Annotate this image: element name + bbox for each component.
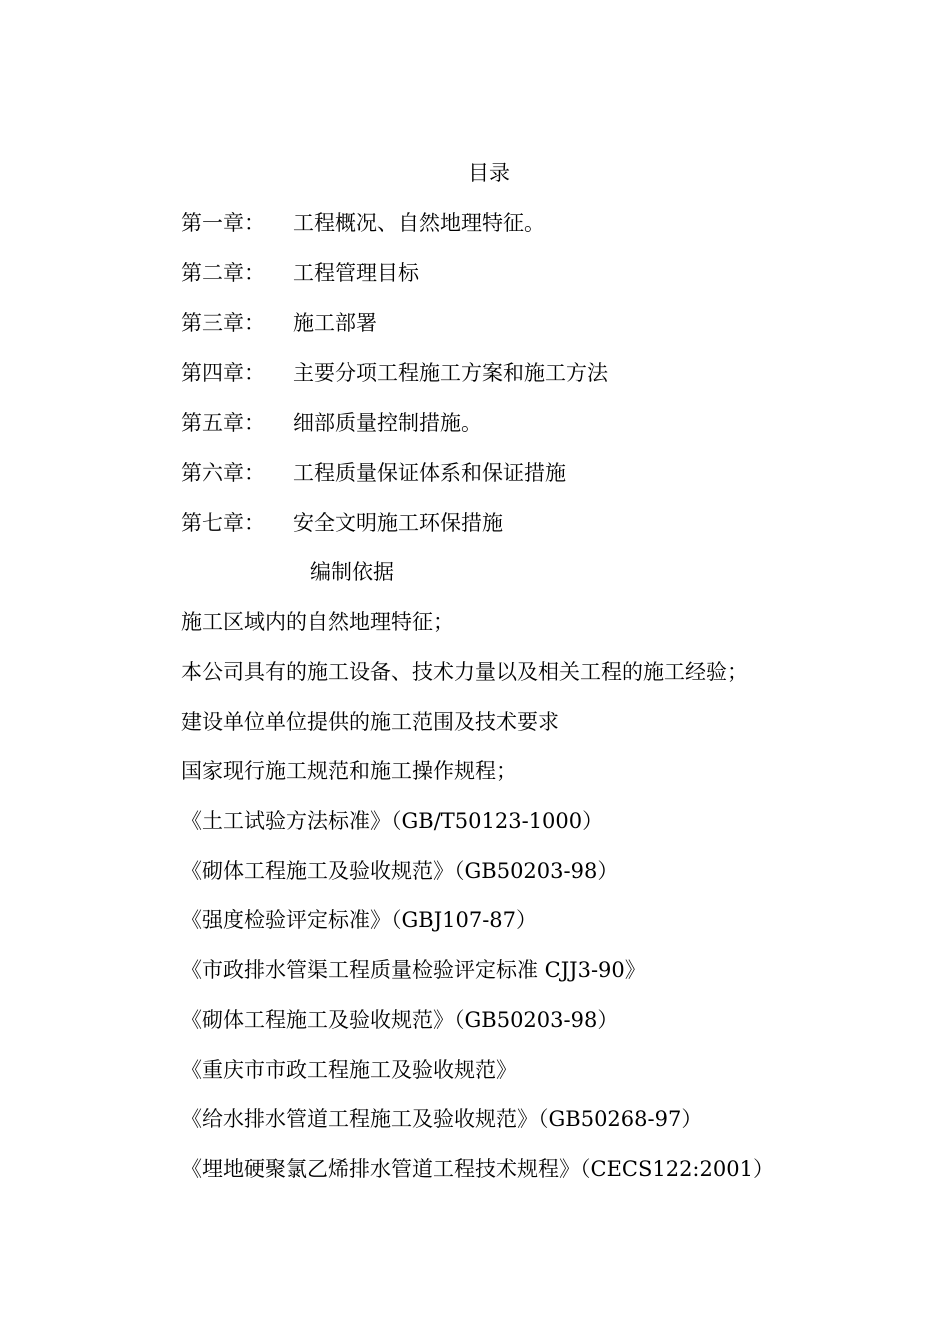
toc-chapter-title: 安全文明施工环保措施 — [293, 511, 503, 535]
basis-line: 《埋地硬聚氯乙烯排水管道工程技术规程》（CECS122:2001） — [181, 1157, 774, 1181]
toc-chapter-title: 施工部署 — [293, 311, 377, 335]
toc-chapter-title: 工程管理目标 — [293, 261, 419, 285]
toc-chapter-number: 第一章： — [181, 211, 265, 235]
toc-chapter-number: 第五章： — [181, 411, 265, 435]
toc-entry — [181, 508, 503, 538]
toc-chapter-title: 工程质量保证体系和保证措施 — [293, 461, 566, 485]
basis-line: 本公司具有的施工设备、技术力量以及相关工程的施工经验； — [181, 660, 748, 684]
toc-chapter-number: 第七章： — [181, 511, 265, 535]
basis-line: 《砌体工程施工及验收规范》（GB50203-98） — [181, 1008, 619, 1032]
toc-title: 目录 — [468, 161, 510, 185]
toc-chapter-title: 工程概况、自然地理特征。 — [293, 211, 545, 235]
toc-chapter-title: 细部质量控制措施。 — [293, 411, 482, 435]
basis-line: 国家现行施工规范和施工操作规程； — [181, 759, 517, 783]
basis-line: 《重庆市市政工程施工及验收规范》 — [181, 1058, 517, 1082]
basis-title: 编制依据 — [310, 560, 394, 584]
toc-chapter-number: 第六章： — [181, 461, 265, 485]
basis-line: 建设单位单位提供的施工范围及技术要求 — [181, 710, 559, 734]
basis-line: 《给水排水管道工程施工及验收规范》（GB50268-97） — [181, 1107, 703, 1131]
toc-entry — [181, 408, 482, 438]
basis-line: 《市政排水管渠工程质量检验评定标准 CJJ3-90》 — [181, 958, 646, 982]
toc-entry — [181, 308, 377, 338]
basis-line: 《土工试验方法标准》（GB/T50123-1000） — [181, 809, 604, 833]
toc-chapter-title: 主要分项工程施工方案和施工方法 — [293, 361, 608, 385]
toc-chapter-number: 第四章： — [181, 361, 265, 385]
toc-entry — [181, 358, 608, 388]
toc-chapter-number: 第三章： — [181, 311, 265, 335]
basis-line: 《强度检验评定标准》（GBJ107-87） — [181, 908, 538, 932]
toc-entry — [181, 258, 419, 288]
toc-chapter-number: 第二章： — [181, 261, 265, 285]
basis-line: 《砌体工程施工及验收规范》（GB50203-98） — [181, 859, 619, 883]
toc-entry — [181, 458, 566, 488]
toc-entry — [181, 208, 545, 238]
basis-line: 施工区域内的自然地理特征； — [181, 610, 454, 634]
